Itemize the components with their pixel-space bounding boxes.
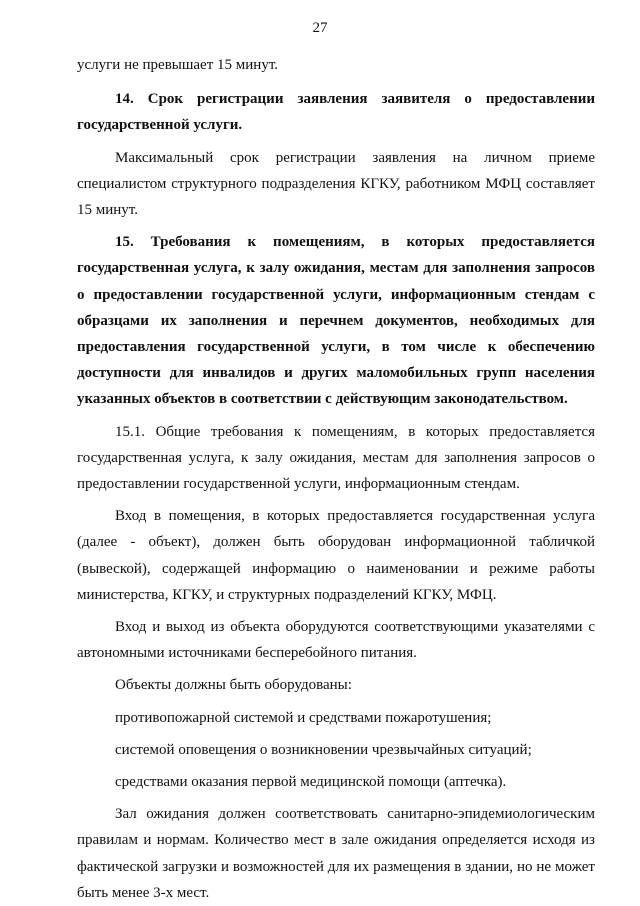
paragraph-continuation: услуги не превышает 15 минут. [77, 57, 278, 73]
list-item-first-aid: средствами оказания первой медицинской помощи (аптечка). [115, 774, 507, 791]
list-item-alert-system: системой оповещения о возникновении чрезвычайных ситуаций; [115, 741, 532, 758]
document-body [77, 52, 595, 906]
paragraph-15-1: 15.1. Общие требования к помещениям, в которых предоставляется государственная услуга, к залу ожидания, местам для заполнения запросов о предоставлении государственной услуги, информационным стендам. [77, 423, 595, 493]
paragraph-entrance: Вход в помещения, в которых предоставляется государственная услуга (далее - объект), должен быть оборудован информационной табличкой (вывеской), содержащей информацию о наименовании и режиме работы министерства, КГКУ, и структурных подразделений КГКУ, МФЦ. [77, 508, 595, 603]
section-heading-14: 14. Срок регистрации заявления заявителя о предоставлении государственной услуги. [77, 91, 595, 134]
paragraph-waiting-room: Зал ожидания должен соответствовать санитарно-эпидемиологическим правилам и нормам. Количество мест в зале ожидания определяется исходя из фактической загрузки и возможностей для их размещения в здании, но не может быть менее 3-х мест. [77, 806, 595, 901]
section-heading-15: 15. Требования к помещениям, в которых предоставляется государственная услуга, к залу ожидания, местам для заполнения запросов о предоставлении государственной услуги, информационным стендам с образцами их заполнения и перечнем документов, необходимых для предоставления государственной услуги, в том числе к обеспечению доступности для инвалидов и других маломобильных групп населения указанных объектов в соответствии с действующим законодательством. [77, 234, 595, 408]
paragraph-registration-term: Максимальный срок регистрации заявления на личном приеме специалистом структурного подразделения КГКУ, работником МФЦ составляет 15 минут. [77, 149, 595, 219]
page-number: 27 [312, 20, 328, 36]
list-item-fire-system: противопожарной системой и средствами пожаротушения; [115, 709, 492, 726]
paragraph-entrance-exit: Вход и выход из объекта оборудуются соответствующими указателями с автономными источниками бесперебойного питания. [77, 619, 595, 662]
paragraph-equipment-intro: Объекты должны быть оборудованы: [115, 677, 352, 694]
